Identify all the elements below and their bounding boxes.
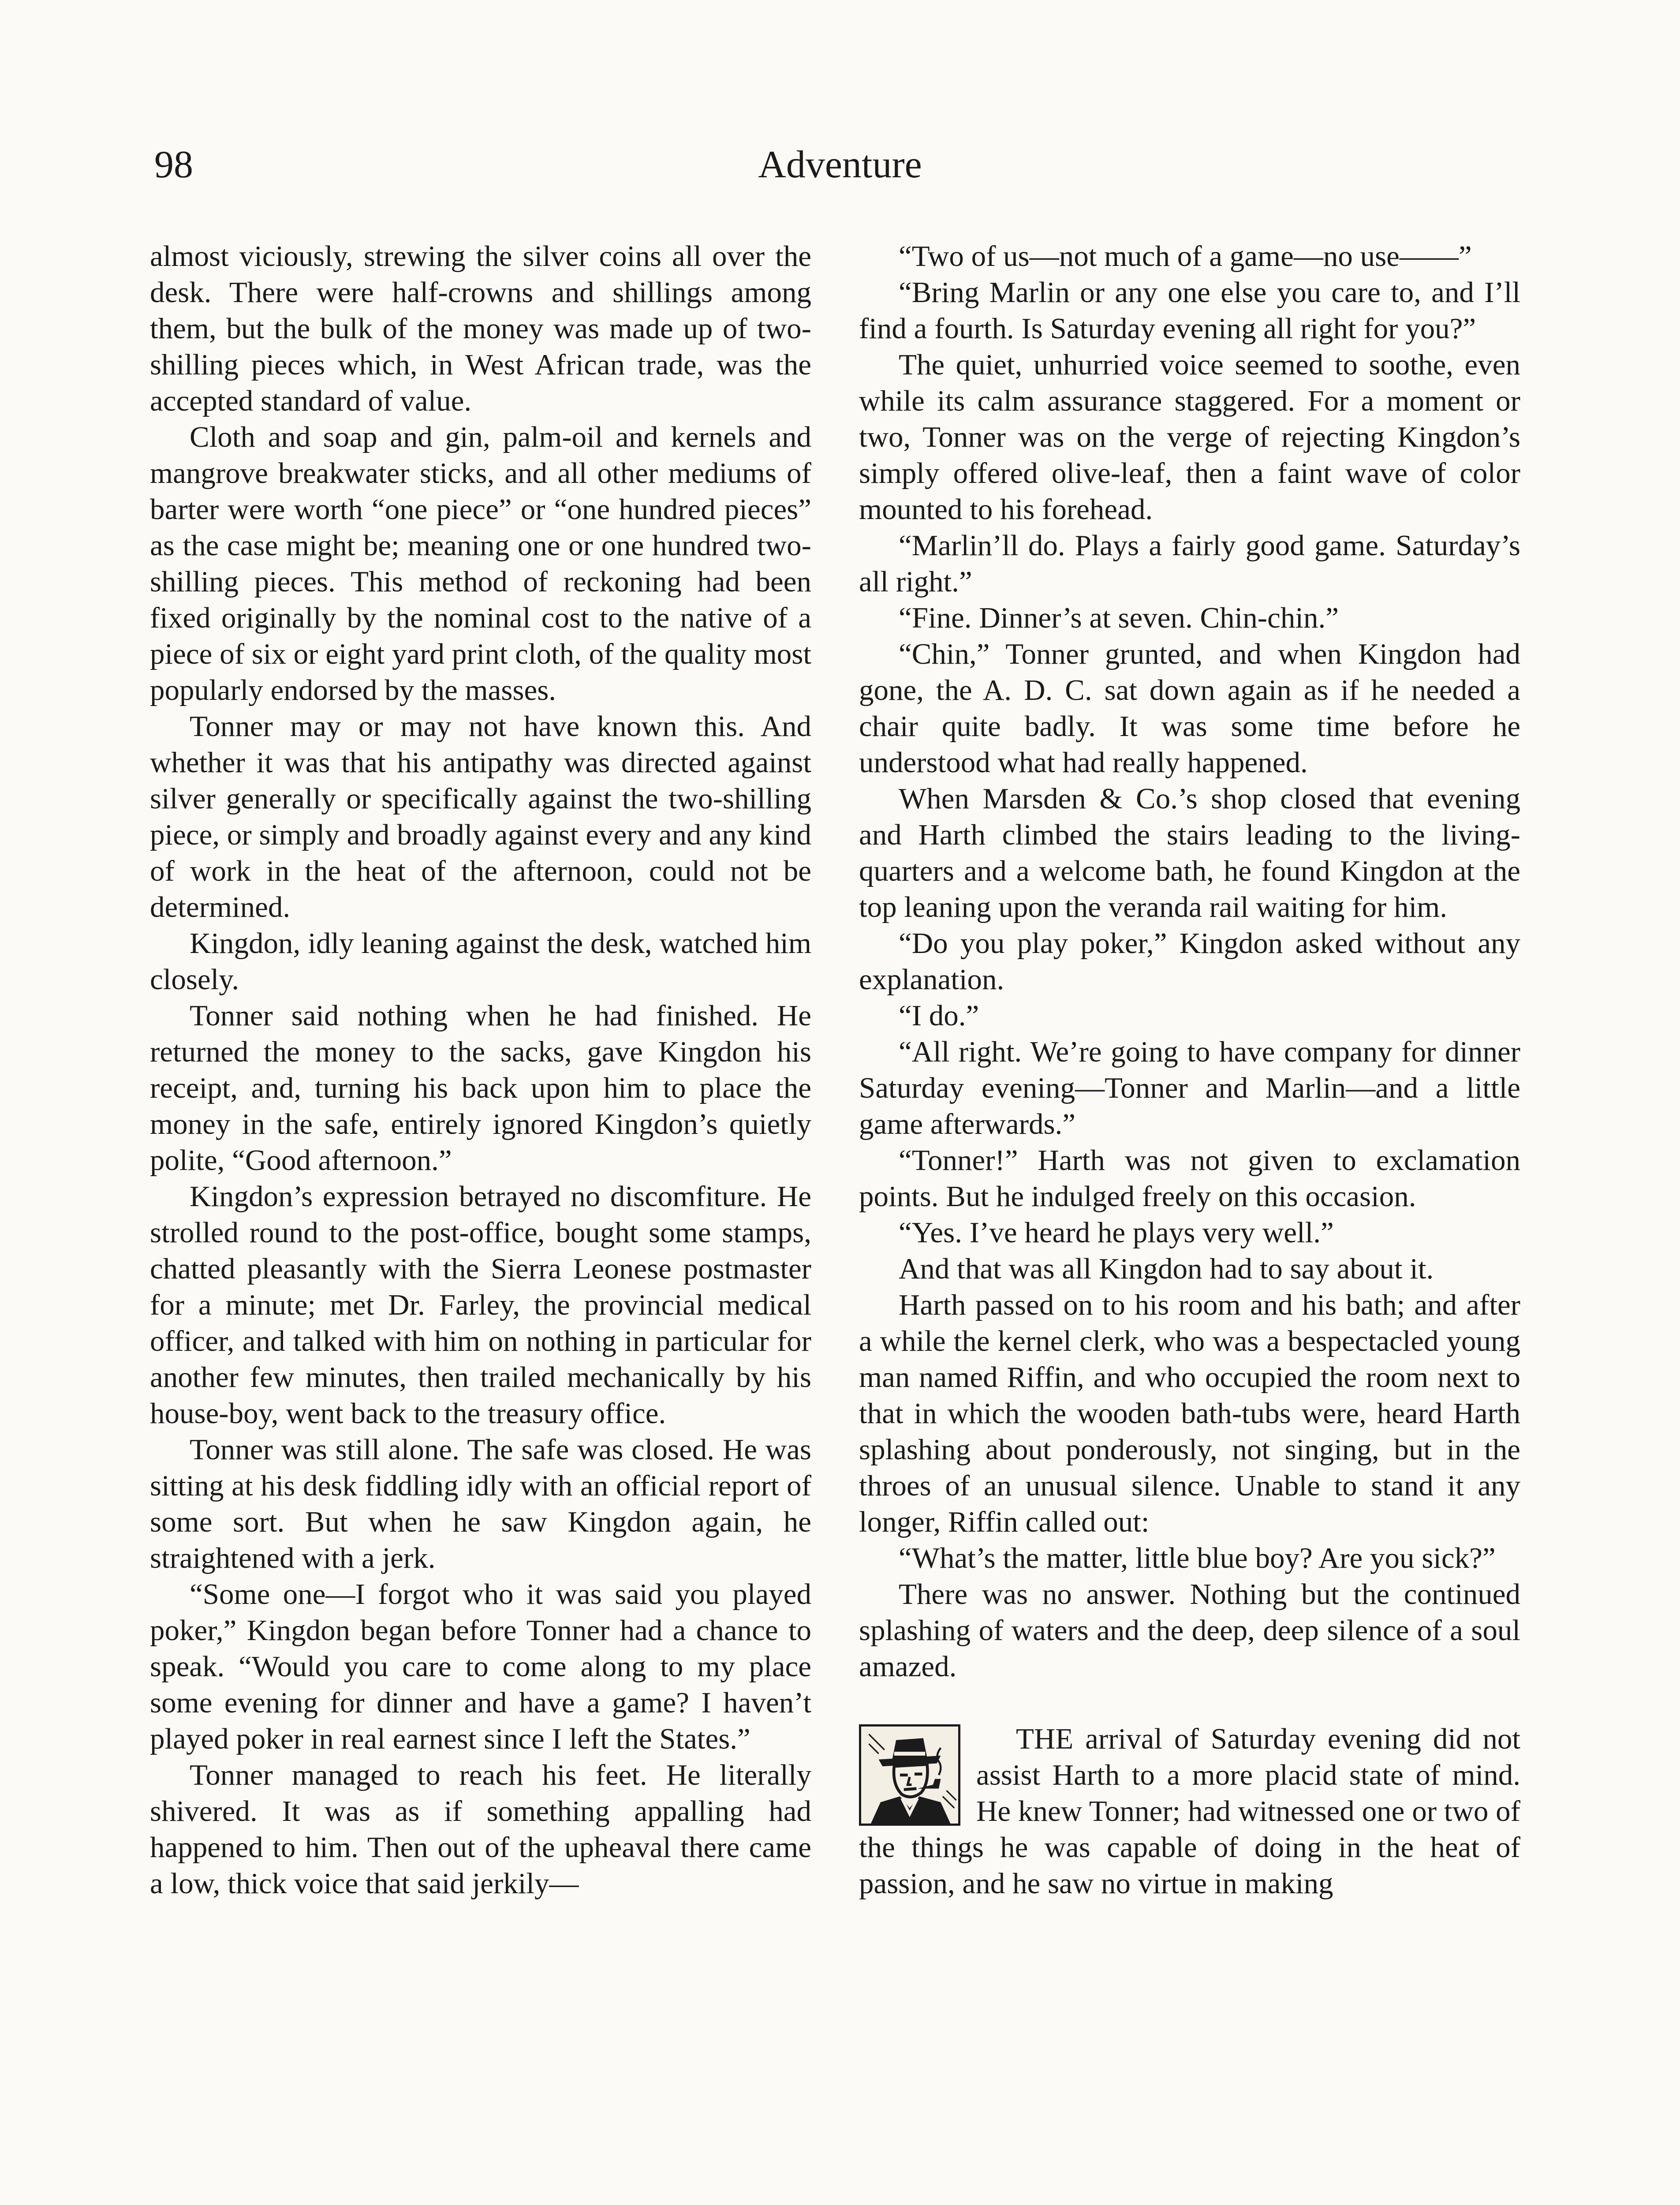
page-number: 98 bbox=[154, 143, 193, 186]
paragraph: There was no answer. Nothing but the continued splashing of waters and the deep, deep silence of a soul amazed. bbox=[859, 1578, 1520, 1683]
paragraph: The quiet, unhurried voice seemed to soothe, even while its calm assurance staggered. For a moment or two, Tonner was on the verge of rejecting Kingdon’s simply offered olive-leaf, then a faint wave of color mounted to his forehead. bbox=[859, 348, 1520, 526]
running-head: Adventure bbox=[758, 143, 922, 186]
paragraph: Cloth and soap and gin, palm-oil and kernels and mangrove breakwater sticks, and all other mediums of barter were worth “one piece” or “one hundred pieces” as the case might be; meaning one or one hundred two-shilling pieces. This method of reckoning had been fixed originally by the nominal cost to the native of a piece of six or eight yard print cloth, of the quality most popularly endorsed by the masses. bbox=[150, 421, 811, 706]
man-in-hat-illustration-icon bbox=[859, 1724, 960, 1826]
paragraph: “What’s the matter, little blue boy? Are you sick?” bbox=[899, 1542, 1496, 1574]
paragraph: Kingdon, idly leaning against the desk, watched him closely. bbox=[150, 927, 811, 996]
paragraph: THE arrival of Saturday evening did not assist Harth to a more placid state of mind. He knew Tonner; had witnessed one or two of the things he was capable of doing in the heat of passion, and he saw no virtue in making bbox=[859, 1723, 1520, 1900]
paragraph: “Bring Marlin or any one else you care to, and I’ll find a fourth. Is Saturday evening all right for you?” bbox=[859, 276, 1520, 345]
paragraph: “Marlin’ll do. Plays a fairly good game. Saturday’s all right.” bbox=[859, 529, 1520, 598]
left-column bbox=[150, 238, 811, 1902]
paragraph: “I do.” bbox=[899, 999, 979, 1032]
paragraph: Harth passed on to his room and his bath; and after a while the kernel clerk, who was a bespectacled young man named Riffin, and who occupied the room next to that in which the wooden bath-tubs were, heard Harth splashing about ponderously, not singing, but in the throes of an unusual silence. Unable to stand it any longer, Riffin called out: bbox=[859, 1289, 1520, 1538]
right-column bbox=[859, 238, 1520, 1902]
paragraph: “Some one—I forgot who it was said you played poker,” Kingdon began before Tonner had a chance to speak. “Would you care to come along to my place some evening for dinner and have a game? I haven’t played poker in real earnest since I left the States.” bbox=[150, 1578, 811, 1755]
section-opening bbox=[859, 1721, 1520, 1902]
paragraph: Tonner said nothing when he had finished. He returned the money to the sacks, gave Kingdon his receipt, and, turning his back upon him to place the money in the safe, entirely ignored Kingdon’s quietly polite, “Good afternoon.” bbox=[150, 999, 811, 1177]
paragraph: “All right. We’re going to have company for dinner Saturday evening—Tonner and Marlin—and a little game afterwards.” bbox=[859, 1035, 1520, 1140]
paragraph: Tonner managed to reach his feet. He literally shivered. It was as if something appalling had happened to him. Then out of the upheaval there came a low, thick voice that said jerkily— bbox=[150, 1759, 811, 1900]
paragraph: And that was all Kingdon had to say about it. bbox=[899, 1252, 1434, 1285]
paragraph: Kingdon’s expression betrayed no discomfiture. He strolled round to the post-office, bought some stamps, chatted pleasantly with the Sierra Leonese postmaster for a minute; met Dr. Farley, the provincial medical officer, and talked with him on nothing in particular for another few minutes, then trailed mechanically by his house-boy, went back to the treasury office. bbox=[150, 1180, 811, 1430]
paragraph: “Do you play poker,” Kingdon asked without any explanation. bbox=[859, 927, 1520, 996]
paragraph: Tonner may or may not have known this. And whether it was that his antipathy was directed against silver generally or specifically against the two-shilling piece, or simply and broadly against every and any kind of work in the heat of the afternoon, could not be determined. bbox=[150, 710, 811, 923]
paragraph: Tonner was still alone. The safe was closed. He was sitting at his desk fiddling idly with an official report of some sort. But when he saw Kingdon again, he straightened with a jerk. bbox=[150, 1433, 811, 1574]
paragraph: “Fine. Dinner’s at seven. Chin-chin.” bbox=[899, 602, 1339, 634]
paragraph: When Marsden & Co.’s shop closed that evening and Harth climbed the stairs leading to the living-quarters and a welcome bath, he found Kingdon at the top leaning upon the veranda rail waiting for him. bbox=[859, 782, 1520, 923]
paragraph: “Tonner!” Harth was not given to exclamation points. But he indulged freely on this occasion. bbox=[859, 1144, 1520, 1213]
paragraph: “Chin,” Tonner grunted, and when Kingdon had gone, the A. D. C. sat down again as if he needed a chair quite badly. It was some time before he understood what had really happened. bbox=[859, 638, 1520, 779]
paragraph: “Yes. I’ve heard he plays very well.” bbox=[899, 1216, 1334, 1249]
paragraph: “Two of us—not much of a game—no use——” bbox=[899, 240, 1472, 273]
paragraph: almost viciously, strewing the silver coins all over the desk. There were half-crowns and shillings among them, but the bulk of the money was made up of two-shilling pieces which, in West African trade, was the accepted standard of value. bbox=[150, 240, 811, 417]
